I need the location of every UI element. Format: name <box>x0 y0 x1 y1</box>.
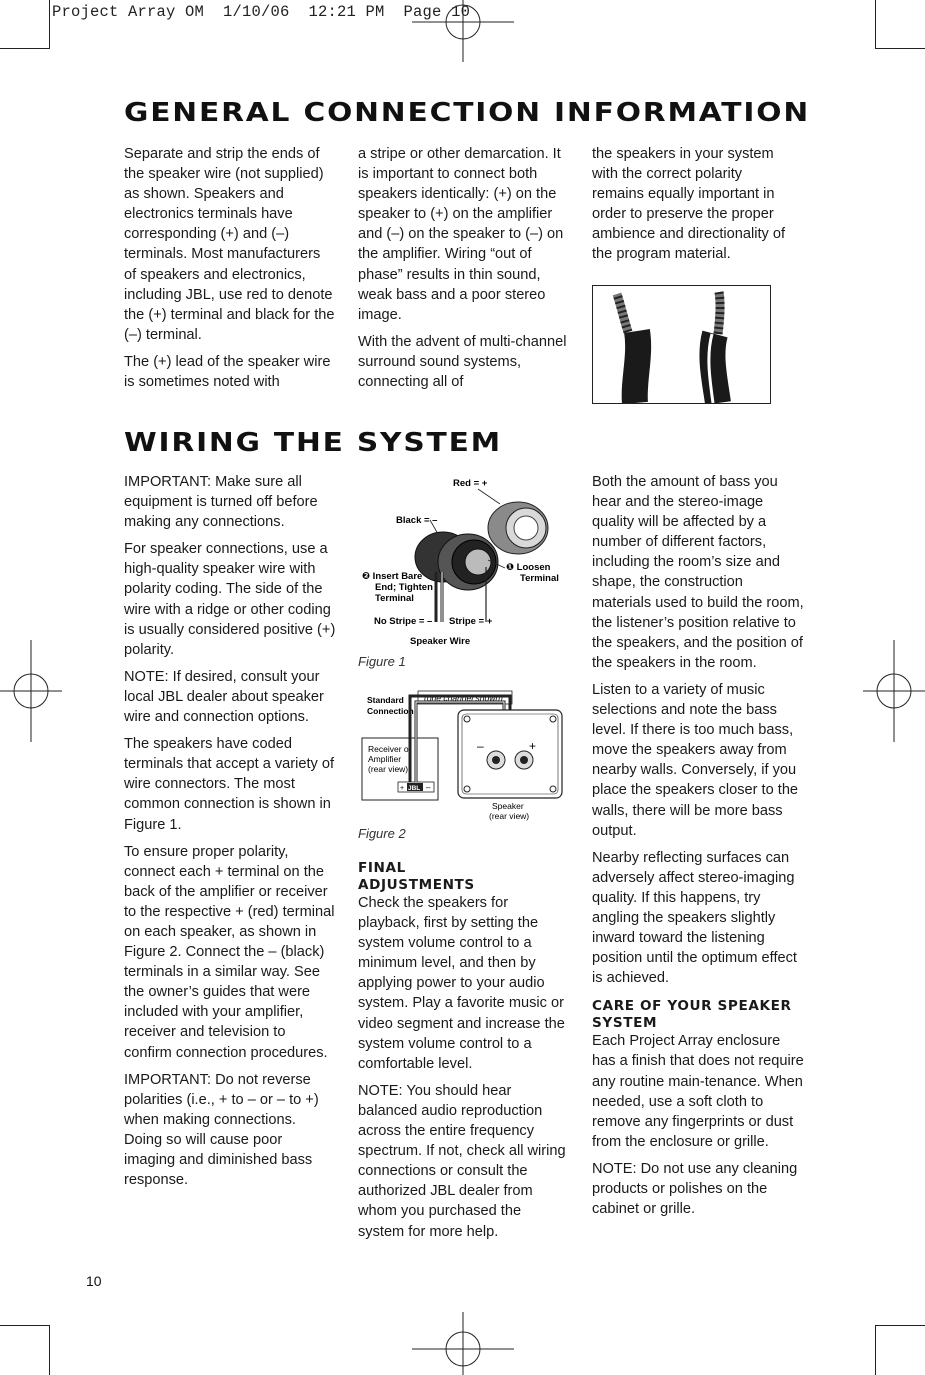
wiring-col-1 <box>124 472 336 1197</box>
figure-1-terminal-diagram <box>358 472 570 650</box>
registration-mark-top <box>412 0 514 62</box>
subheading-care: CARE OF YOUR SPEAKER SYSTEM <box>592 998 792 1031</box>
paragraph: Both the amount of bass you hear and the stereo-image quality will be affected by a number of different factors, including the room’s size and shape, the construction materials used to build the room, the listener’s position relative to the speakers, and the position of the speakers in the room. <box>592 474 804 671</box>
paragraph: NOTE: You should hear balanced audio reproduction across the entire frequency spectrum. If not, check all wiring connections or consult the authorized JBL dealer from whom you purchased the system for more help. <box>358 1082 566 1240</box>
section-title-wiring: WIRING THE SYSTEM <box>124 428 502 458</box>
label-step2-tighten: End; Tighten <box>375 582 433 593</box>
page-number: 10 <box>86 1273 102 1289</box>
crop-mark-bottom-right-h <box>875 1325 925 1326</box>
paragraph: IMPORTANT: Do not reverse polarities (i.e., + to – or – to +) when making connections. Doing so will cause poor imaging and diminished bass response. <box>124 1071 319 1189</box>
general-col-2 <box>358 144 570 399</box>
receiver-minus-sign: – <box>426 783 431 792</box>
paragraph: Nearby reflecting surfaces can adversely affect stereo-imaging quality. If this happens, try angling the speakers slightly inward toward the listening position until the optimum effect is achieved. <box>592 849 797 987</box>
section-title-general-connection: GENERAL CONNECTION INFORMATION <box>124 98 810 128</box>
label-speaker-rear-view: (rear view) <box>489 811 530 821</box>
label-speaker: Speaker <box>492 801 524 811</box>
subheading-final-adjustments: FINAL ADJUSTMENTS <box>358 860 475 893</box>
crop-mark-bottom-left-v <box>49 1325 50 1375</box>
label-connection: Connection <box>367 706 414 716</box>
paragraph: For speaker connections, use a high-quality speaker wire with polarity coding. The side of the wire with a ridge or other coding is usually considered positive (+) polarity. <box>124 541 336 658</box>
paragraph: The (+) lead of the speaker wire is sometimes noted with <box>124 353 331 391</box>
label-receiver-rear-view: (rear view) <box>368 764 409 774</box>
label-standard: Standard <box>367 695 404 705</box>
label-amplifier: Amplifier <box>368 754 402 764</box>
paragraph: Separate and strip the ends of the speaker wire (not supplied) as shown. Speakers and electronics terminals have corresponding (+) and (–) terminals. Most manufacturers of speakers and electronics, including JBL, use red to denote the (+) terminal and black for the (–) terminal. <box>124 146 335 343</box>
registration-mark-right <box>863 640 925 742</box>
figure-2-caption: Figure 2 <box>358 826 406 841</box>
paragraph: The speakers have coded terminals that accept a variety of wire connectors. The most common connection is shown in Figure 1. <box>124 736 335 833</box>
label-speaker-minus: – <box>477 739 484 753</box>
label-stripe: Stripe = + <box>449 616 493 627</box>
label-black-minus: Black = – <box>396 515 438 526</box>
crop-mark-top-right-v <box>875 0 876 48</box>
paragraph: Each Project Array enclosure has a finish that does not require any routine main-tenance. When needed, use a soft cloth to remove any fingerprints or dust from the enclosure or grille. <box>592 1033 804 1150</box>
label-jbl: JBL <box>408 785 421 792</box>
stripped-wire-photo <box>592 285 771 404</box>
label-red-plus: Red = + <box>453 478 488 489</box>
paragraph: With the advent of multi-channel surround sound systems, connecting all of <box>358 333 567 391</box>
paragraph: the speakers in your system with the correct polarity remains equally important in order to preserve the proper ambience and directionality of the program material. <box>592 146 786 263</box>
wiring-col-2 <box>358 860 570 1249</box>
paragraph: NOTE: If desired, consult your local JBL dealer about speaker wire and connection options. <box>124 668 324 726</box>
receiver-plus-sign: + <box>400 785 405 792</box>
label-step1-terminal: Terminal <box>520 573 559 584</box>
wiring-col-3 <box>592 472 804 1226</box>
crop-mark-bottom-left-h <box>0 1325 50 1326</box>
crop-mark-top-left-h <box>0 48 50 49</box>
label-one-channel: (one channel shown) <box>424 693 503 703</box>
figure-1-caption: Figure 1 <box>358 654 406 669</box>
paragraph: a stripe or other demarcation. It is important to connect both speakers identically: (+) on the speaker to (+) on the amplifier and (–) on the speaker to (–) on the amplifier. Wiring “out of phase” results in thin sound, weak bass and a poor stereo image. <box>358 146 564 323</box>
label-no-stripe: No Stripe = – <box>374 616 433 627</box>
stripped-wire-illustration <box>593 286 770 403</box>
crop-mark-top-left-v <box>49 0 50 48</box>
label-step1-loosen: ❶ Loosen <box>506 562 551 573</box>
label-receiver: Receiver or <box>368 744 412 754</box>
label-speaker-wire: Speaker Wire <box>410 636 471 647</box>
paragraph: Listen to a variety of music selections and note the bass level. If there is too much bass, move the speakers away from nearby walls. Conversely, if you place the speakers closer to the walls, there will be more bass output. <box>592 681 799 839</box>
paragraph: NOTE: Do not use any cleaning products or polishes on the cabinet or grille. <box>592 1160 798 1218</box>
label-step2-insert: ❷ Insert Bare <box>362 571 423 582</box>
paragraph: To ensure proper polarity, connect each + terminal on the back of the amplifier or receiver to the respective + (red) terminal on each speaker, as shown in Figure 2. Connect the – (black) terminals in a similar way. See the owner’s guides that were included with your amplifier, receiver and television to confirm connection procedures. <box>124 843 335 1061</box>
crop-mark-top-right-h <box>875 48 925 49</box>
registration-mark-bottom <box>412 1312 514 1375</box>
label-speaker-plus: + <box>529 739 537 753</box>
paragraph: IMPORTANT: Make sure all equipment is turned off before making any connections. <box>124 474 318 531</box>
figure-2-connection-diagram <box>358 688 570 823</box>
general-col-1 <box>124 144 336 399</box>
crop-mark-bottom-right-v <box>875 1325 876 1375</box>
paragraph: Check the speakers for playback, first by setting the system volume control to a minimum level, and then by applying power to your audio system. Play a favorite music or video segment and increase the system volume control to a comfortable level. <box>358 895 565 1072</box>
printer-slug: Project Array OM 1/10/06 12:21 PM Page 10 <box>52 3 471 21</box>
registration-mark-left <box>0 640 62 742</box>
label-step2-terminal: Terminal <box>375 593 414 604</box>
general-col-3 <box>592 144 792 272</box>
